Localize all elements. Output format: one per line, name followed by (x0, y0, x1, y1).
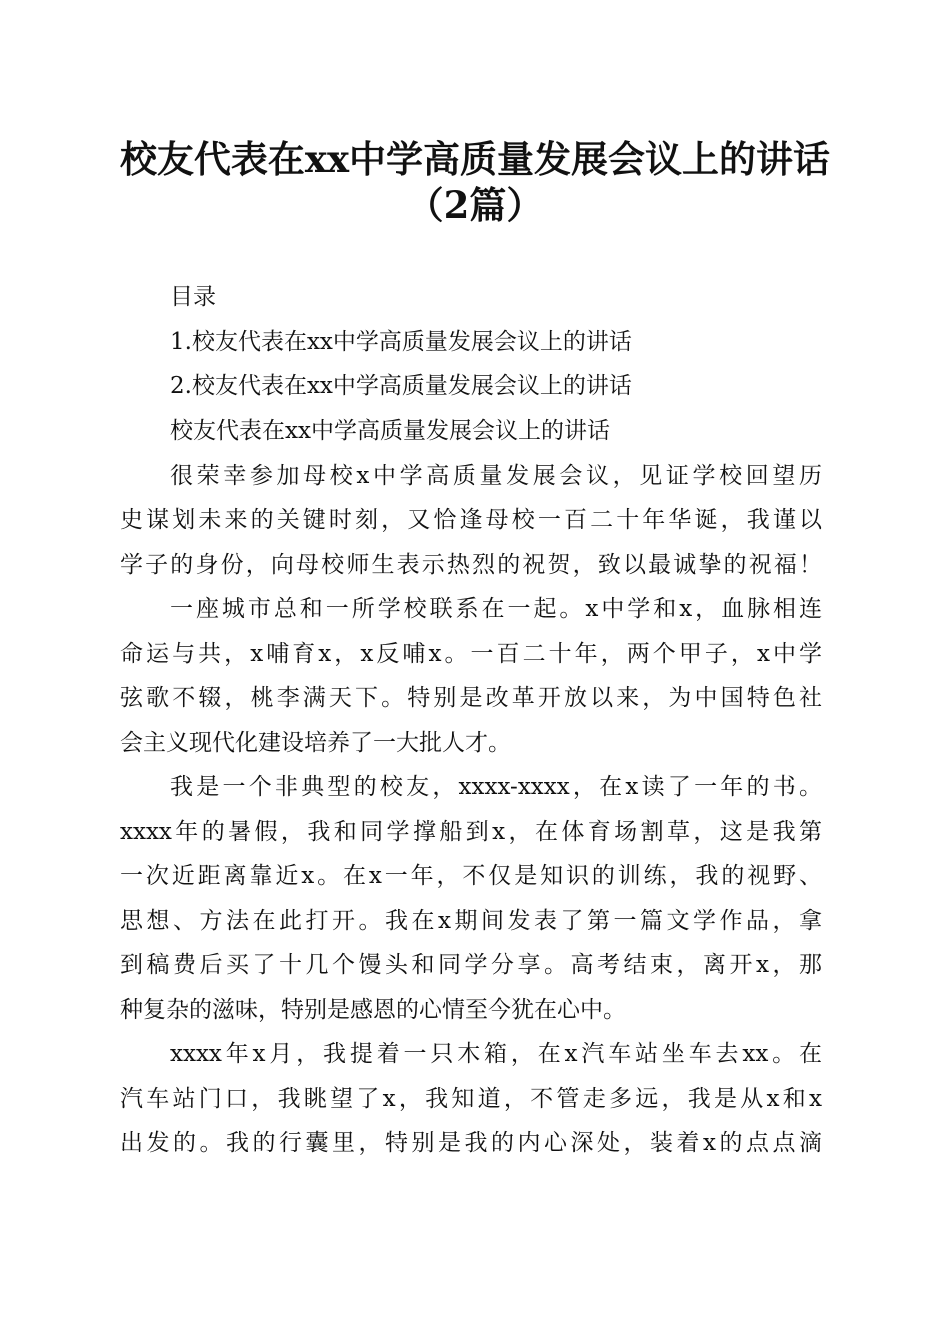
paragraph-3-line-6: 种复杂的滋味，特别是感恩的心情至今犹在心中。 (120, 997, 626, 1023)
paragraph-2-line-4: 会主义现代化建设培养了一大批人才。 (120, 730, 511, 756)
document-title: 校友代表在xx中学高质量发展会议上的讲话 (119, 137, 831, 181)
paragraph-4-line-1: xxxx年x月，我提着一只木箱，在x汽车站坐车去xx。在 (170, 1041, 822, 1067)
paragraph-2-line-3: 弦歌不辍，桃李满天下。特别是改革开放以来，为中国特色社 (120, 685, 822, 711)
paragraph-4-line-2: 汽车站门口，我眺望了x，我知道，不管走多远，我是从x和x (120, 1086, 822, 1112)
toc-heading: 目录 (170, 284, 216, 310)
paragraph-3-line-2: xxxx年的暑假，我和同学撑船到x，在体育场割草，这是我第 (120, 819, 822, 845)
toc-item-1: 1.校友代表在xx中学高质量发展会议上的讲话 (170, 329, 632, 355)
paragraph-4-line-3: 出发的。我的行囊里，特别是我的内心深处，装着x的点点滴 (120, 1130, 822, 1156)
paragraph-1-line-3: 学子的身份，向母校师生表示热烈的祝贺，致以最诚挚的祝福！ (120, 552, 822, 578)
paragraph-2-line-2: 命运与共，x哺育x，x反哺x。一百二十年，两个甲子，x中学 (120, 641, 822, 667)
document-title-count: （2篇） (406, 183, 544, 227)
paragraph-3-line-3: 一次近距离靠近x。在x一年，不仅是知识的训练，我的视野、 (120, 863, 822, 889)
paragraph-3-line-5: 到稿费后买了十几个馒头和同学分享。高考结束，离开x，那 (120, 952, 822, 978)
paragraph-2-line-1: 一座城市总和一所学校联系在一起。x中学和x，血脉相连 (170, 596, 822, 622)
toc-item-2: 2.校友代表在xx中学高质量发展会议上的讲话 (170, 373, 632, 399)
section-title: 校友代表在xx中学高质量发展会议上的讲话 (170, 418, 610, 444)
paragraph-3-line-4: 思想、方法在此打开。我在x期间发表了第一篇文学作品，拿 (120, 908, 822, 934)
paragraph-1-line-2: 史谋划未来的关键时刻，又恰逢母校一百二十年华诞，我谨以 (120, 507, 822, 533)
paragraph-3-line-1: 我是一个非典型的校友，xxxx-xxxx，在x读了一年的书。 (170, 774, 822, 800)
paragraph-1-line-1: 很荣幸参加母校x中学高质量发展会议，见证学校回望历 (170, 463, 822, 489)
